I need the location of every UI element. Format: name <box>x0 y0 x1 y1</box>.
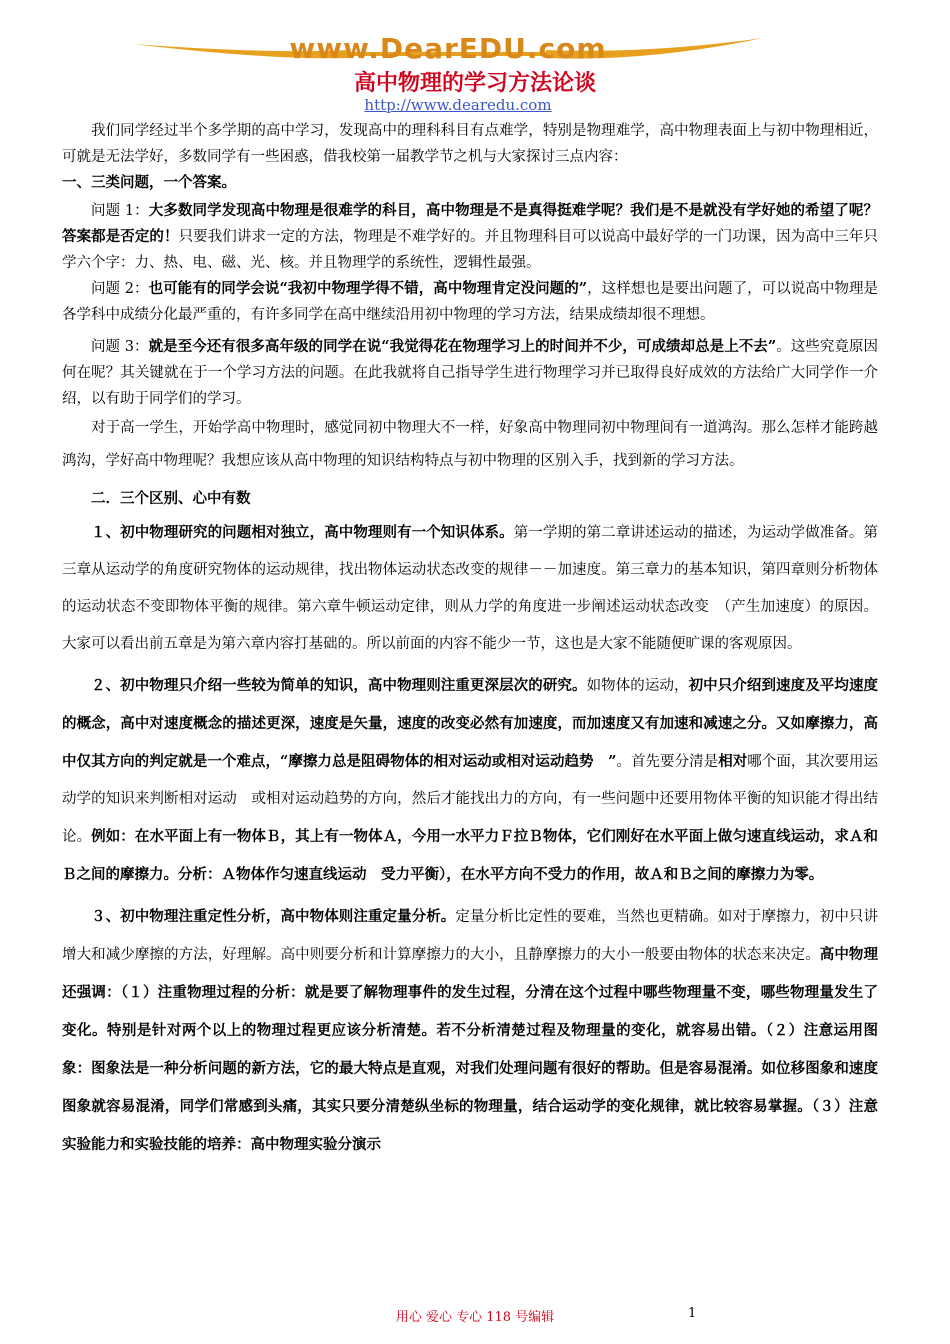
page-number: 1 <box>688 1306 697 1321</box>
item-2-bold-4: 例如：在水平面上有一物体Ｂ，其上有一物体Ａ，今用一水平力Ｆ拉Ｂ物体，它们刚好在水平面上做匀速直线运动，求Ａ和Ｂ之间的摩擦力。分析：Ａ物体作匀速直线运动 受力平衡），在水平方向不受力的作用，故Ａ和Ｂ之间的摩擦力为零。 <box>62 828 879 883</box>
item-2-bold-2: 初中只介绍到速度及平均速度的概念，高中对速度概念的描述更深，速度是矢量，速度的改变必然有加速度，而加速度又有加速和减速之分。又如摩擦力，高中仅其方向的判定就是一个难点，“摩擦力总是阻碍物体的相对运动或相对运动趋势 ” <box>62 677 879 770</box>
banner-text: www.DearEDU.com <box>289 32 607 65</box>
question-1-paragraph <box>62 198 878 276</box>
item-3-text-1: 定量分析比定性的要难，当然也更精确。如对于摩擦力，初中只讲增大和减少摩擦的方法，好理解。高中则要分析和计算摩擦力的大小，且静摩擦力的大小一般要由物体的状态来决定。 <box>62 909 879 963</box>
item-2-bold-3: 相对 <box>718 753 748 770</box>
question-1-label: 问题 1： <box>91 203 149 219</box>
section-1-closing-paragraph: 对于高一学生，开始学高中物理时，感觉同初中物理大不一样，好象高中物理同初中物理间有一道鸿沟。那么怎样才能跨越鸿沟，学好高中物理呢？我想应该从高中物理的知识结构特点与初中物理的区别入手，找到新的学习方法。 <box>62 420 878 469</box>
section-2-heading: 二．三个区别、心中有数 <box>91 490 251 507</box>
question-1-bold: 大多数同学发现高中物理是很难学的科目，高中物理是不是真得挺难学呢？我们是不是就没有学好她的希望了呢？答案都是否定的！ <box>62 202 878 245</box>
item-3-bold-1: ３、初中物理注重定性分析，高中物体则注重定量分析。 <box>91 908 456 925</box>
question-3-paragraph <box>62 334 878 412</box>
item-2-text-1: 如物体的运动， <box>586 678 689 694</box>
source-link[interactable]: http://www.dearedu.com <box>364 96 552 114</box>
document-title: 高中物理的学习方法论谈 <box>353 71 596 96</box>
intro-paragraph: 我们同学经过半个多学期的高中学习，发现高中的理科科目有点难学，特别是物理难学，高中物理表面上与初中物理相近，可就是无法学好，多数同学有一些困惑，借我校第一届教学节之机与大家探讨三点内容： <box>62 123 878 165</box>
question-2-paragraph <box>62 276 878 328</box>
question-2-text: ，这样想也是要出问题了，可以说高中物理是各学科中成绩分化最严重的，有许多同学在高中继续沿用初中物理的学习方法，结果成绩却很不理想。 <box>62 281 878 323</box>
question-3-text: 。这些究竟原因何在呢？其关键就在于一个学习方法的问题。在此我就将自己指导学生进行物理学习并已取得良好成效的方法给广大同学作一介绍，以有助于同学们的学习。 <box>62 339 878 407</box>
item-2-text-2: 。首先要分清是 <box>616 754 719 770</box>
item-1-paragraph <box>62 514 878 663</box>
item-2-bold-1: ２、初中物理只介绍一些较为简单的知识，高中物理则注重更深层次的研究。 <box>91 677 587 694</box>
item-1-text: 第一学期的第二章讲述运动的描述，为运动学做准备。第三章从运动学的角度研究物体的运动规律，找出物体运动状态改变的规律－－加速度。第三章力的基本知识，第四章则分析物体的运动状态不变即物体平衡的规律。第六章牛顿运动定律，则从力学的角度进一步阐述运动状态改变 （产生加速度）的原因。大家可以看出前五章是为第六章内容打基础的。所以前面的内容不能少一节，这也是大家不能随便旷课的客观原因。 <box>62 525 878 652</box>
section-1-heading: 一、三类问题，一个答案。 <box>62 174 236 191</box>
document-body <box>62 118 878 1164</box>
footer-credit: 用心 爱心 专心 118 号编辑 <box>395 1310 555 1325</box>
item-3-paragraph <box>62 898 878 1164</box>
question-3-label: 问题 3： <box>91 339 149 355</box>
question-1-text: 只要我们讲求一定的方法，物理是不难学好的。并且物理科目可以说高中最好学的一门功课，因为高中三年只学六个字：力、热、电、磁、光、核。并且物理学的系统性，逻辑性最强。 <box>62 229 879 271</box>
question-3-bold: 就是至今还有很多高年级的同学在说“我觉得花在物理学习上的时间并不少，可成绩却总是上不去” <box>148 338 777 355</box>
question-2-label: 问题 2： <box>91 281 149 297</box>
item-2-paragraph <box>62 667 878 894</box>
item-2-text-3: 哪个面，其次要用运动学的知识来判断相对运动 或相对运动趋势的方向，然后才能找出力的方向，有一些问题中还要用物体平衡的知识能才得出结论。 <box>62 754 879 845</box>
item-3-bold-2: 高中物理还强调：（１）注重物理过程的分析：就是要了解物理事件的发生过程，分清在这个过程中哪些物理量不变，哪些物理量发生了变化。特别是针对两个以上的物理过程更应该分析清楚。若不分析清楚过程及物理量的变化，就容易出错。（２）注意运用图象：图象法是一种分析问题的新方法，它的最大特点是直观，对我们处理问题有很好的帮助。但是容易混淆。如位移图象和速度图象就容易混淆，同学们常感到头痛，其实只要分清楚纵坐标的物理量，结合运动学的变化规律，就比较容易掌握。（３）注意实验能力和实验技能的培养：高中物理实验分演示 <box>62 946 878 1153</box>
item-1-bold: １、初中物理研究的问题相对独立，高中物理则有一个知识体系。 <box>91 524 514 541</box>
question-2-bold: 也可能有的同学会说“我初中物理学得不错，高中物理肯定没问题的” <box>148 280 588 297</box>
